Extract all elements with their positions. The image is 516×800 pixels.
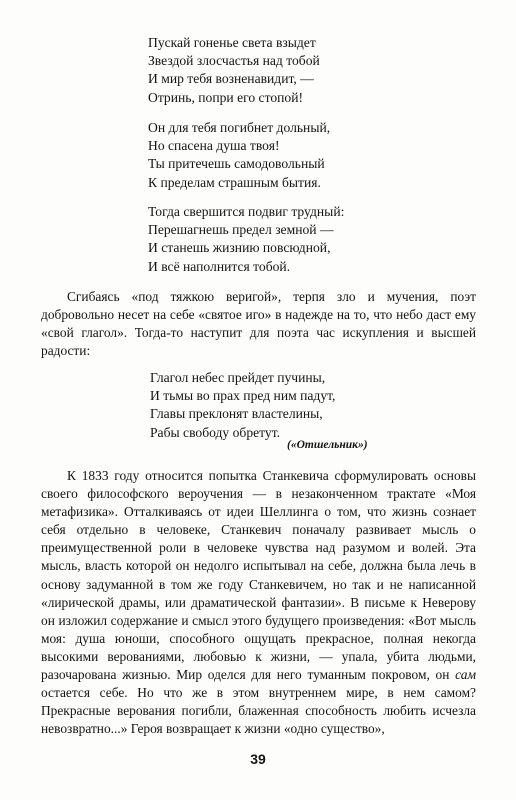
paragraph-2-text-end: остается себе. Но что же в этом внутреннем мире, в нем самом? Прекрасные верования погибли, блаженная способность любить исчезла невозвратно...» Героя возвращает к жизни «одно существо», bbox=[41, 685, 476, 737]
poem-line: И станешь жизнию повсюдной, bbox=[148, 240, 331, 256]
page-number: 39 bbox=[250, 751, 266, 767]
quote-line: И тьмы во прах пред ним падут, bbox=[150, 388, 336, 404]
quote-attribution: («Отшельник») bbox=[287, 439, 368, 451]
poem-stanza-2 bbox=[148, 119, 330, 192]
paragraph-1-text: Сгибаясь «под тяжкою веригой», терпя зло и мучения, поэт добровольно несет на себе «святое иго» в надежде на то, что небо даст ему «свой глагол». Тогда-то наступит для поэта час искупления и высшей радости: bbox=[41, 289, 476, 359]
poem-line: Он для тебя погибнет дольный, bbox=[148, 120, 331, 135]
poem-line: Звездой злосчастья над тобой bbox=[148, 53, 320, 69]
poem-line: Тогда свершится подвиг трудный: bbox=[148, 204, 345, 219]
quote-line: Глагол небес прейдет пучины, bbox=[150, 370, 326, 385]
poem-line: Перешагнешь предел земной — bbox=[148, 222, 334, 238]
poem-stanza-3 bbox=[148, 203, 344, 276]
paragraph-2-text-start: К 1833 году относится попытка Станкевича сформулировать основы своего философского вероучения — в незаконченном трактате «Моя метафизика». Отталкиваясь от идеи Шеллинга о том, что жизнь сознает себя отдельно в человеке, Станкевич поначалу развивает мысль о преимущественной роли в человеке чувства над разумом и волей. Эта мысль, власть которой он недолго испытывал на себе, должна была лечь в основу задуманной в том же году Станкевичем, но так и не написанной «лирической драмы, или драматической фантазии». В письме к Неверову он изложил содержание и смысл этого будущего произведения: «Вот мысль моя: душа юноши, способного ощущать прекрасное, полная некогда высокими верованиями, любовью к жизни, — упала, убита людьми, разочарована жизнью. Мир оделся для него туманным покровом, он bbox=[41, 468, 476, 683]
poem-line: Пускай гоненье света взыдет bbox=[148, 35, 316, 50]
poem-line: Но спасена душа твоя! bbox=[148, 138, 280, 154]
quote-stanza bbox=[150, 369, 335, 442]
poem-line: К пределам страшным бытия. bbox=[148, 174, 321, 190]
quote-line: Главы преклонят властелины, bbox=[150, 406, 323, 422]
quote-line: Рабы свободу обретут. bbox=[150, 424, 281, 440]
paragraph-1 bbox=[41, 288, 476, 360]
poem-line: И мир тебя возненавидит, — bbox=[148, 71, 314, 87]
paragraph-2-text bbox=[41, 467, 476, 738]
italic-emphasis: сам bbox=[455, 667, 476, 683]
paragraph-2 bbox=[41, 467, 476, 738]
poem-stanza-1 bbox=[148, 34, 320, 107]
poem-line: Ты притечешь самодовольный bbox=[148, 156, 325, 172]
poem-line: И всё наполнится тобой. bbox=[148, 258, 291, 274]
poem-line: Отринь, попри его стопой! bbox=[148, 89, 304, 105]
